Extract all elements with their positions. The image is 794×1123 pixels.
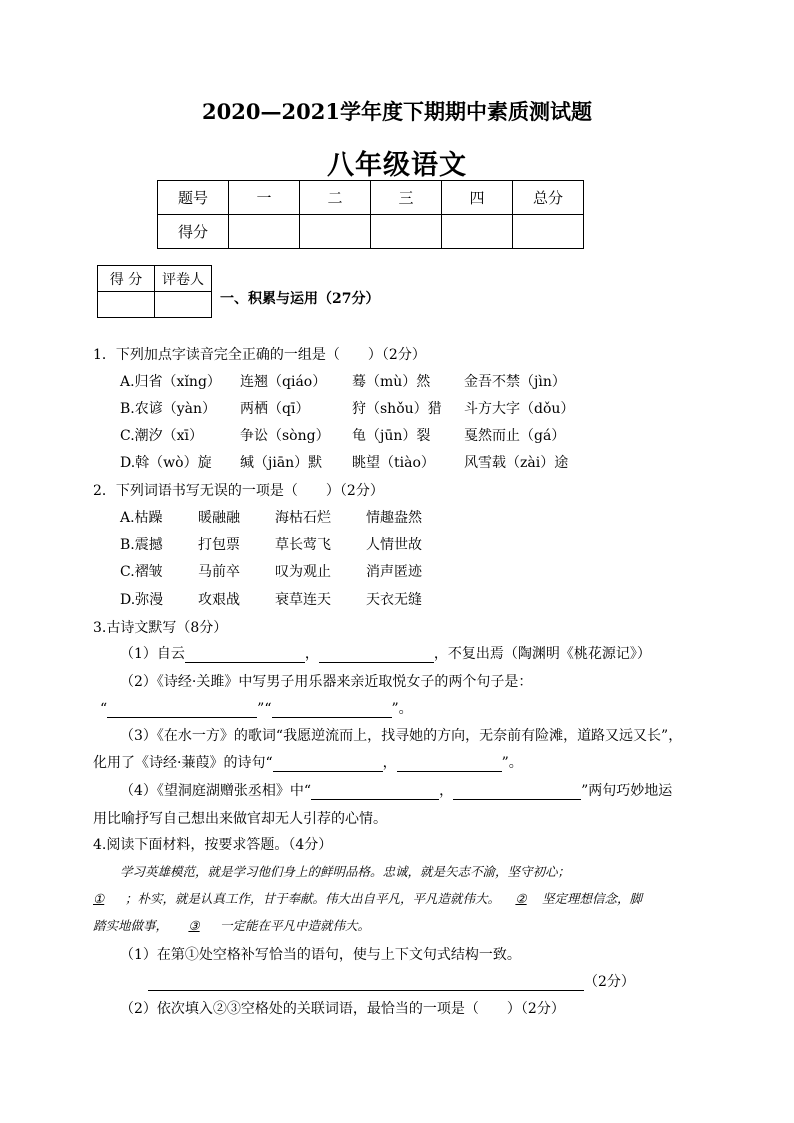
q3-part-2-blanks xyxy=(100,698,413,718)
answer-blank[interactable] xyxy=(272,703,392,718)
q3-text: （1）自云 xyxy=(120,646,185,662)
q4-passage-line xyxy=(93,916,370,934)
blank-2-marker[interactable]: ② xyxy=(515,891,527,906)
answer-blank[interactable] xyxy=(453,785,581,800)
q3-text: （4）《望洞庭湖赠张丞相》中“ xyxy=(120,783,312,799)
q1-item: 眺望（tiào） xyxy=(352,455,435,471)
q4-text: ；朴实，就是认真工作，甘于奉献。伟大出自平凡，平凡造就伟大。 xyxy=(125,891,501,906)
q4-passage-line xyxy=(93,889,642,907)
q3-text: ，不复出焉（陶渊明《桃花源记》） xyxy=(433,646,651,662)
q2-item: 消声匿迹 xyxy=(366,564,422,580)
answer-blank[interactable] xyxy=(273,757,383,772)
score-input-cell[interactable] xyxy=(300,215,371,249)
q2-option-b: B.震撼 xyxy=(120,537,163,553)
blank-1-marker[interactable]: ① xyxy=(93,891,105,906)
q2-item: 攻艰战 xyxy=(198,592,240,608)
q1-option-c: C.潮汐（xī） xyxy=(120,428,204,444)
q4-text: 一定能在平凡中造就伟大。 xyxy=(220,918,371,933)
grader-name-cell[interactable] xyxy=(155,292,212,318)
q2-item: 情趣盎然 xyxy=(366,510,422,526)
score-table-cell: 一 xyxy=(229,181,300,215)
q1-option-b: B.农谚（yàn） xyxy=(120,401,217,417)
q3-part-3-line1: （3）《在水一方》的歌词“我愿逆流而上，找寻她的方向，无奈前有险滩，道路又远又长”， xyxy=(120,728,683,744)
score-table-cell: 三 xyxy=(371,181,442,215)
score-input-cell[interactable] xyxy=(229,215,300,249)
q2-option-a: A.枯躁 xyxy=(120,510,163,526)
answer-blank[interactable] xyxy=(185,648,305,663)
answer-blank[interactable] xyxy=(107,703,257,718)
score-table-header-row xyxy=(158,181,584,215)
q3-text: ， xyxy=(304,646,319,662)
q2-option-d: D.弥漫 xyxy=(120,592,164,608)
question-4-stem: 4.阅读下面材料，按要求答题。（4分） xyxy=(93,837,333,853)
q3-part-3-line2 xyxy=(93,752,523,772)
score-table-cell: 四 xyxy=(442,181,513,215)
q1-item: 斗方大字（dǒu） xyxy=(464,401,575,417)
q1-item: 缄（jiān）默 xyxy=(240,455,323,471)
q4-passage-line: 学习英雄模范，就是学习他们身上的鲜明品格。忠诚，就是矢志不渝，坚守初心； xyxy=(120,864,571,879)
grader-score-cell[interactable] xyxy=(98,292,155,318)
score-row-label: 得分 xyxy=(158,215,229,249)
q3-text: 化用了《诗经·蒹葭》的诗句“ xyxy=(93,755,273,771)
q4-text: 踏实地做事， xyxy=(93,918,169,933)
q1-item: 龟（jūn）裂 xyxy=(352,428,431,444)
q1-item: 连翘（qiáo） xyxy=(240,374,327,390)
answer-blank[interactable] xyxy=(311,785,439,800)
subject-title: 八年级语文 xyxy=(327,150,467,181)
q1-option-a: A.归省（xǐng） xyxy=(120,374,221,390)
score-table-cell: 二 xyxy=(300,181,371,215)
q2-item: 暖融融 xyxy=(198,510,240,526)
q2-item: 马前卒 xyxy=(198,564,240,580)
q1-option-d: D.斡（wò）旋 xyxy=(120,455,212,471)
q4-sub-1: （1）在第①处空格补写恰当的语句，使与上下文句式结构一致。 xyxy=(120,947,521,963)
q3-text: ， xyxy=(382,755,397,771)
q1-item: 狩（shǒu）猎 xyxy=(352,401,442,417)
score-input-cell[interactable] xyxy=(371,215,442,249)
q2-item: 海枯石烂 xyxy=(275,510,331,526)
q1-item: 风雪载（zài）途 xyxy=(464,455,569,471)
answer-line[interactable] xyxy=(148,976,584,991)
score-table xyxy=(157,180,584,249)
q4-score: （2分） xyxy=(584,974,635,990)
score-table-cell: 题号 xyxy=(158,181,229,215)
q4-sub-1-answer xyxy=(148,971,635,991)
q4-sub-2: （2）依次填入②③空格处的关联词语，最恰当的一项是（ ）（2分） xyxy=(120,1001,565,1017)
q3-part-2: （2）《诗经·关雎》中写男子用乐器来亲近取悦女子的两个句子是： xyxy=(120,674,533,690)
score-input-cell[interactable] xyxy=(442,215,513,249)
q1-item: 蓦（mù）然 xyxy=(352,374,431,390)
score-input-cell[interactable] xyxy=(513,215,584,249)
q1-item: 争讼（sòng） xyxy=(240,428,330,444)
answer-blank[interactable] xyxy=(397,757,502,772)
q3-part-4-line1 xyxy=(120,780,672,800)
q2-item: 草长莺飞 xyxy=(275,537,331,553)
q3-part-4-line2: 用比喻抒写自己想出来做官却无人引荐的心情。 xyxy=(93,811,387,827)
grader-name-label: 评卷人 xyxy=(155,266,212,292)
q2-item: 叹为观止 xyxy=(275,564,331,580)
q1-item: 两栖（qī） xyxy=(240,401,310,417)
question-1-stem: 1．下列加点字读音完全正确的一组是（ ）（2分） xyxy=(93,347,426,363)
q2-item: 打包票 xyxy=(198,537,240,553)
blank-3-marker[interactable]: ③ xyxy=(188,918,200,933)
grader-score-label: 得 分 xyxy=(98,266,155,292)
q3-text: “ xyxy=(100,701,108,717)
q2-item: 天衣无缝 xyxy=(366,592,422,608)
q4-text: 坚定理想信念，脚 xyxy=(542,891,643,906)
score-table-score-row xyxy=(158,215,584,249)
question-2-stem: 2．下列词语书写无误的一项是（ ）（2分） xyxy=(93,483,384,499)
section-heading: 一、积累与运用（27分） xyxy=(220,291,380,307)
q1-item: 金吾不禁（jìn） xyxy=(464,374,566,390)
q2-item: 衰草连天 xyxy=(275,592,331,608)
question-3-stem: 3.古诗文默写（8分） xyxy=(93,620,228,636)
grader-table xyxy=(97,265,212,318)
answer-blank[interactable] xyxy=(319,648,434,663)
score-table-cell: 总分 xyxy=(513,181,584,215)
q2-item: 人情世故 xyxy=(366,537,422,553)
q1-item: 戛然而止（gá） xyxy=(464,428,566,444)
q3-text: ”。 xyxy=(501,755,523,771)
q2-option-c: C.褶皱 xyxy=(120,564,163,580)
q3-text: ”。 xyxy=(391,701,413,717)
q3-text: ”“ xyxy=(257,701,272,717)
q3-text: ”两句巧妙地运 xyxy=(581,783,673,799)
q3-text: ， xyxy=(439,783,454,799)
page-title: 2020—2021学年度下期期中素质测试题 xyxy=(202,99,592,124)
q3-part-1 xyxy=(120,643,651,663)
